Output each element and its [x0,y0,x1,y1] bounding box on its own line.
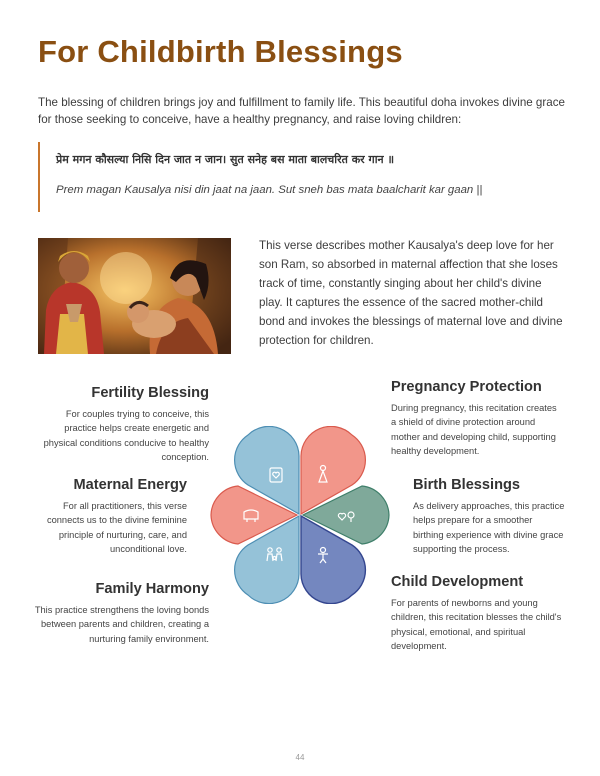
verse-block [38,142,560,212]
verse-hindi: प्रेम मगन कौसल्या निसि दिन जात न जान। सुत सनेह बस माता बालचरित कर गान ॥ [56,153,395,166]
intro-paragraph: The blessing of children brings joy and fulfillment to family life. This beautiful doha invokes divine grace for those seeking to conceive, have a healthy pregnancy, and raise loving children: [38,96,565,126]
feature-pregnancy-text: During pregnancy, this recitation creates a shield of divine protection around mother and developing child, supporting healthy development. [391,403,557,457]
feature-maternal-energy [29,477,187,557]
feature-birth-blessings [413,477,565,557]
hanuman-mother-child-illustration [38,238,231,354]
feature-family-title: Family Harmony [95,581,209,597]
feature-birth-title: Birth Blessings [413,477,521,493]
verse-description: This verse describes mother Kausalya's deep love for her son Ram, so absorbed in maternal affection that she loses track of time, constantly singing about her child's divine play. It captures the essence of the sacred mother-child bond and invokes the blessings of maternal love and divine protection for children. [259,239,563,347]
verse-transliteration: Prem magan Kausalya nisi din jaat na jaan. Sut sneh bas mata baalcharit kar gaan || [56,184,483,196]
feature-fertility-title: Fertility Blessing [91,385,209,401]
feature-pregnancy-protection [391,379,563,459]
page-title: For Childbirth Blessings [38,34,403,69]
feature-birth-text: As delivery approaches, this practice helps prepare for a smoother birthing experience with divine grace supporting the process. [413,501,565,555]
feature-child-title: Child Development [391,574,524,590]
feature-maternal-title: Maternal Energy [73,477,187,493]
petal-diagram [199,426,401,604]
feature-family-harmony [31,581,209,646]
page-number: 44 [295,753,305,762]
feature-child-development [391,574,563,654]
feature-fertility-blessing [31,385,209,465]
feature-child-text: For parents of newborns and young children, this recitation blesses the child's physical, emotional, and spiritual development. [391,598,562,652]
feature-maternal-text: For all practitioners, this verse connects us to the divine feminine principle of nurturing, care, and unconditional love. [46,501,187,555]
feature-family-text: This practice strengthens the loving bonds between parents and children, creating a nurturing family environment. [34,605,209,644]
feature-pregnancy-title: Pregnancy Protection [391,379,542,395]
feature-fertility-text: For couples trying to conceive, this practice helps create energetic and physical conditions conducive to healthy conception. [43,409,209,463]
